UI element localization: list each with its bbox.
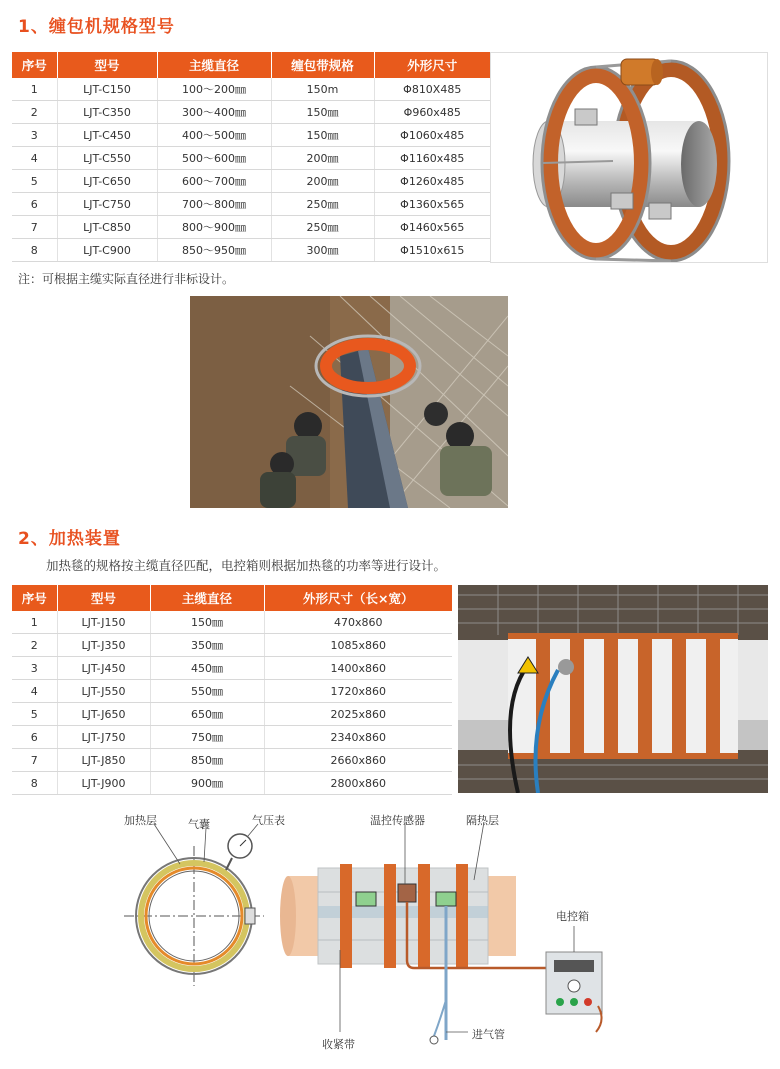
table-cell: 4 — [12, 680, 57, 703]
table-row — [12, 726, 452, 749]
table-cell: 7 — [12, 749, 57, 772]
table-cell: LJT-J850 — [57, 749, 150, 772]
table-cell: 470x860 — [264, 611, 452, 634]
table-cell: 500～600㎜ — [157, 147, 271, 170]
table-cell: 150㎜ — [150, 611, 264, 634]
table-cell: LJT-C450 — [57, 124, 157, 147]
table-cell: 600～700㎜ — [157, 170, 271, 193]
table-cell: Φ1260x485 — [374, 170, 490, 193]
table-cell: 1 — [12, 78, 57, 101]
table-cell: LJT-J900 — [57, 772, 150, 795]
section1-title: 1、缠包机规格型号 — [18, 17, 175, 37]
site-photo-illustration — [190, 296, 508, 508]
table-cell: 6 — [12, 726, 57, 749]
construction-site-photo — [190, 296, 508, 508]
table-cell: 2660x860 — [264, 749, 452, 772]
table-cell: LJT-J750 — [57, 726, 150, 749]
table-cell: 8 — [12, 772, 57, 795]
table-cell: Φ960x485 — [374, 101, 490, 124]
table-cell: 450㎜ — [150, 657, 264, 680]
table-row — [12, 147, 490, 170]
table-cell: 200㎜ — [271, 170, 374, 193]
table-cell: 1 — [12, 611, 57, 634]
table-cell: 2 — [12, 101, 57, 124]
label-pressure-gauge: 气压表 — [252, 814, 285, 827]
table-row — [12, 193, 490, 216]
table-cell: 400～500㎜ — [157, 124, 271, 147]
table-cell: 1400x860 — [264, 657, 452, 680]
table-cell: 8 — [12, 239, 57, 262]
table-cell: 7 — [12, 216, 57, 239]
table-row — [12, 634, 452, 657]
table-cell: 300㎜ — [271, 239, 374, 262]
table-cell: 150㎜ — [271, 124, 374, 147]
heating-device-diagram — [0, 800, 780, 1069]
table-cell: LJT-C750 — [57, 193, 157, 216]
table-cell: LJT-C350 — [57, 101, 157, 124]
section1-note: 注：可根据主缆实际直径进行非标设计。 — [18, 272, 235, 286]
table-row — [12, 772, 452, 795]
heating-blanket-illustration — [458, 585, 768, 793]
table-row — [12, 239, 490, 262]
column-header: 序号 — [12, 52, 57, 78]
heating-device-spec-table — [12, 585, 452, 795]
table-cell: 750㎜ — [150, 726, 264, 749]
wrapping-machine-photo — [490, 52, 768, 263]
table-row — [12, 216, 490, 239]
label-heating-layer: 加热层 — [124, 814, 157, 827]
table-cell: 150㎜ — [271, 101, 374, 124]
diagram-drawing — [0, 800, 780, 1069]
table-cell: 5 — [12, 170, 57, 193]
section2-intro: 加热毯的规格按主缆直径匹配，电控箱则根据加热毯的功率等进行设计。 — [46, 558, 447, 573]
label-control-box: 电控箱 — [556, 910, 589, 923]
column-header: 序号 — [12, 585, 57, 611]
table-cell: LJT-C650 — [57, 170, 157, 193]
table-cell: 250㎜ — [271, 193, 374, 216]
table-cell: 350㎜ — [150, 634, 264, 657]
table-cell: 1085x860 — [264, 634, 452, 657]
column-header: 型号 — [57, 52, 157, 78]
table-cell: 300～400㎜ — [157, 101, 271, 124]
column-header: 主缆直径 — [150, 585, 264, 611]
table-row — [12, 703, 452, 726]
label-insulation-layer: 隔热层 — [466, 814, 499, 827]
table-cell: LJT-C150 — [57, 78, 157, 101]
table-cell: 650㎜ — [150, 703, 264, 726]
table-row — [12, 749, 452, 772]
table-cell: LJT-J550 — [57, 680, 150, 703]
label-airbag: 气囊 — [188, 818, 210, 831]
section2-title: 2、加热装置 — [18, 529, 121, 549]
table-cell: 150m — [271, 78, 374, 101]
table-cell: 4 — [12, 147, 57, 170]
table-cell: 850㎜ — [150, 749, 264, 772]
label-air-inlet: 进气管 — [472, 1028, 505, 1041]
table-cell: 2800x860 — [264, 772, 452, 795]
table-cell: LJT-C900 — [57, 239, 157, 262]
table-cell: LJT-J650 — [57, 703, 150, 726]
table-cell: 2 — [12, 634, 57, 657]
table-cell: LJT-J450 — [57, 657, 150, 680]
table-cell: 200㎜ — [271, 147, 374, 170]
table-cell: LJT-J350 — [57, 634, 150, 657]
table-cell: 550㎜ — [150, 680, 264, 703]
table-cell: 850～950㎜ — [157, 239, 271, 262]
table-cell: Φ1510x615 — [374, 239, 490, 262]
table-row — [12, 611, 452, 634]
table-cell: 6 — [12, 193, 57, 216]
table-cell: 5 — [12, 703, 57, 726]
label-temp-sensor: 温控传感器 — [370, 814, 425, 827]
column-header: 缠包带规格 — [271, 52, 374, 78]
table-row — [12, 101, 490, 124]
wrapping-machine-illustration — [491, 53, 767, 262]
table-cell: 700～800㎜ — [157, 193, 271, 216]
table-cell: LJT-C550 — [57, 147, 157, 170]
table-cell: 3 — [12, 657, 57, 680]
heating-blanket-photo — [458, 585, 768, 793]
table-cell: LJT-C850 — [57, 216, 157, 239]
table-row — [12, 657, 452, 680]
table-cell: 1720x860 — [264, 680, 452, 703]
table-cell: 900㎜ — [150, 772, 264, 795]
table-row — [12, 78, 490, 101]
table-row — [12, 124, 490, 147]
column-header: 外形尺寸（长×宽） — [264, 585, 452, 611]
table-row — [12, 170, 490, 193]
table-cell: 100～200㎜ — [157, 78, 271, 101]
table-cell: Φ1360x565 — [374, 193, 490, 216]
table-cell: 800～900㎜ — [157, 216, 271, 239]
column-header: 型号 — [57, 585, 150, 611]
column-header: 主缆直径 — [157, 52, 271, 78]
table-cell: Φ810X485 — [374, 78, 490, 101]
table-cell: 2025x860 — [264, 703, 452, 726]
table-row — [12, 680, 452, 703]
wrapping-machine-spec-table — [12, 52, 490, 262]
table-cell: 2340x860 — [264, 726, 452, 749]
column-header: 外形尺寸 — [374, 52, 490, 78]
table-cell: 3 — [12, 124, 57, 147]
table-cell: 250㎜ — [271, 216, 374, 239]
table-cell: Φ1160x485 — [374, 147, 490, 170]
table-cell: Φ1060x485 — [374, 124, 490, 147]
table-cell: LJT-J150 — [57, 611, 150, 634]
label-tightening-strap: 收紧带 — [322, 1038, 355, 1051]
table-cell: Φ1460x565 — [374, 216, 490, 239]
